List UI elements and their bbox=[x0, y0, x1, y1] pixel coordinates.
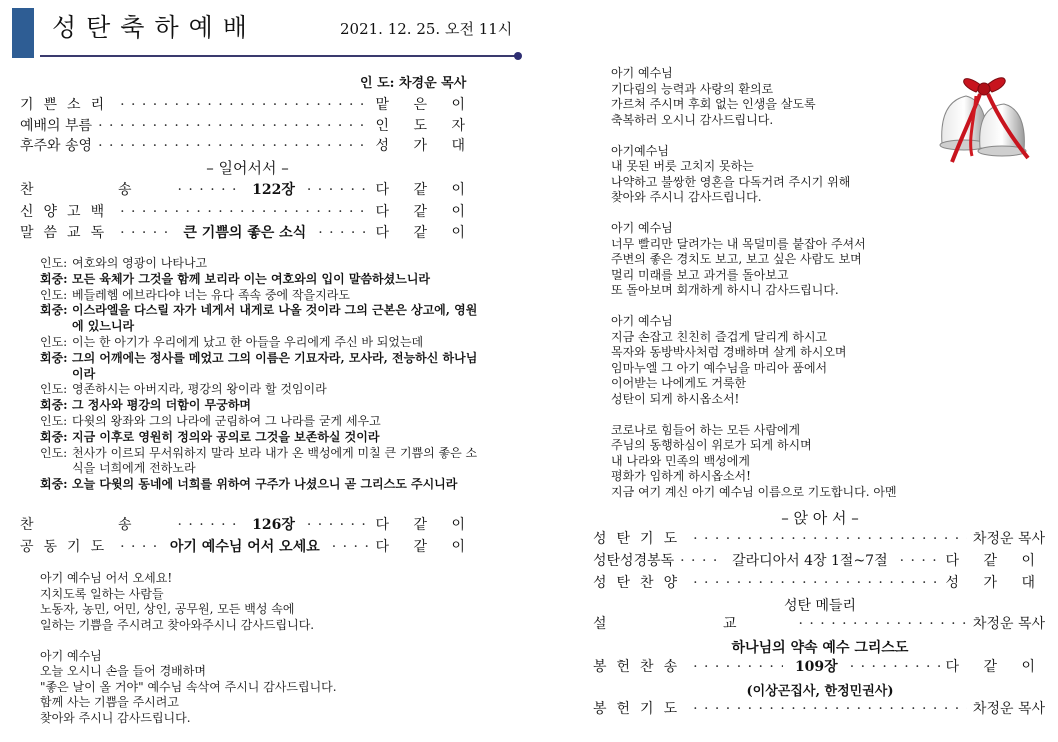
order-item bbox=[593, 700, 1045, 718]
reading-text: 지금 이후로 영원히 정의와 공의로 그것을 보존하실 것이라 bbox=[72, 429, 380, 444]
order-person: 다 같 이 bbox=[945, 659, 1045, 675]
poem-line: 아기예수님 bbox=[611, 143, 669, 158]
order-item bbox=[593, 552, 1045, 570]
leader-dots bbox=[332, 538, 370, 556]
poem-line: 지금 손잡고 친친히 즐겁게 달리게 하시고 bbox=[611, 329, 828, 344]
sermon-title: 하나님의 약속 예수 그리스도 bbox=[731, 640, 909, 656]
order-person: 다 같 이 bbox=[375, 517, 476, 533]
prayer-line: 노동자, 농민, 어민, 상인, 공무원, 모든 백성 속에 bbox=[40, 602, 295, 616]
reading-line bbox=[40, 398, 480, 414]
leader-line: 인 도: 차경운 목사 bbox=[360, 76, 467, 91]
leader-dots bbox=[307, 181, 370, 199]
anthem-title: 성탄 메들리 bbox=[783, 598, 857, 614]
order-item bbox=[20, 181, 475, 199]
reading-line bbox=[40, 335, 480, 351]
reading-text: 영존하시는 아버지라, 평강의 왕이라 할 것임이라 bbox=[72, 382, 327, 397]
poem-line: 성탄이 되게 하시옵소서! bbox=[611, 391, 740, 406]
hymn-number: 122장 bbox=[252, 182, 295, 198]
offering-note: (이상곤집사, 한정민권사) bbox=[746, 684, 894, 699]
order-label: 신양고백 bbox=[20, 204, 115, 220]
page-title: 성탄축하예배 bbox=[52, 13, 257, 42]
prayer-line: 아기 예수님 어서 오세요! bbox=[40, 571, 173, 585]
title-accent-bar bbox=[12, 8, 34, 58]
poem-line: 축복하러 오시니 감사드립니다. bbox=[611, 112, 774, 127]
order-person: 다 같 이 bbox=[375, 225, 476, 241]
reading-speaker: 인도: bbox=[40, 256, 68, 270]
order-person: 맡 은 이 bbox=[375, 97, 475, 113]
poem-line: 기다림의 능력과 사랑의 환의로 bbox=[611, 81, 774, 96]
order-item bbox=[20, 538, 475, 556]
poem-line bbox=[611, 407, 897, 423]
reading-text: 베들레헴 에브라다야 너는 유다 족속 중에 작을지라도 bbox=[72, 287, 350, 302]
order-person: 차정운 목사 bbox=[972, 531, 1045, 547]
reading-line bbox=[40, 382, 480, 398]
order-label: 성탄찬양 bbox=[593, 575, 688, 591]
poem-line: 또 돌아보며 회개하게 하시니 감사드립니다. bbox=[611, 283, 839, 297]
reading-speaker: 회중: bbox=[40, 350, 68, 365]
poem-line: 주님의 동행하심이 위로가 되게 하시며 bbox=[611, 438, 812, 452]
header-rule bbox=[40, 55, 516, 57]
order-label: 공동기도 bbox=[20, 539, 115, 555]
leader-dots bbox=[98, 117, 369, 135]
prayer-title: 아기 예수님 어서 오세요 bbox=[169, 539, 320, 555]
poem-line bbox=[611, 299, 897, 315]
poem-line: 나약하고 불쌍한 영혼을 다독거려 주시기 위해 bbox=[611, 174, 851, 189]
reading-line bbox=[40, 477, 480, 493]
reading-line bbox=[40, 430, 480, 446]
order-label: 성탄기도 bbox=[593, 531, 688, 547]
leader-dots bbox=[850, 658, 940, 676]
order-label: 기쁜소리 bbox=[20, 97, 115, 113]
order-person: 인 도 자 bbox=[375, 118, 475, 134]
poem-line: 아기 예수님 bbox=[611, 66, 673, 80]
prayer-line: 함께 사는 기쁨을 주시려고 bbox=[40, 695, 179, 709]
sitting-heading: – 앉 아 서 – bbox=[781, 509, 859, 527]
order-item bbox=[593, 615, 1045, 633]
leader-dots bbox=[178, 516, 241, 534]
reading-line bbox=[40, 288, 480, 304]
poem-line: 이어받는 나에게도 거룩한 bbox=[611, 376, 747, 390]
leader-dots bbox=[98, 137, 369, 155]
prayer-line bbox=[40, 633, 337, 649]
order-item bbox=[593, 658, 1045, 676]
order-item bbox=[593, 574, 1045, 592]
prayer-line: "좋은 날이 올 거야" 예수님 속삭여 주시니 감사드립니다. bbox=[40, 679, 337, 694]
order-person: 다 같 이 bbox=[375, 182, 476, 198]
order-label: 봉헌기도 bbox=[593, 701, 688, 717]
reading-line bbox=[40, 351, 480, 383]
order-person: 차정운 목사 bbox=[972, 701, 1045, 717]
reading-line bbox=[40, 446, 480, 478]
reading-speaker: 인도: bbox=[40, 413, 68, 428]
poem-line bbox=[611, 206, 897, 222]
leader-dots bbox=[318, 224, 369, 242]
poem-line bbox=[611, 128, 897, 144]
reading-line bbox=[40, 272, 480, 288]
reading-speaker: 인도: bbox=[40, 445, 68, 460]
prayer-poem bbox=[611, 66, 897, 500]
poem-line: 내 나라와 민족의 백성에게 bbox=[611, 453, 750, 468]
poem-line: 임마누엘 그 아기 예수님을 마리아 품에서 bbox=[611, 360, 828, 375]
poem-line: 아기 예수님 bbox=[611, 221, 673, 235]
reading-speaker: 회중: bbox=[40, 429, 68, 444]
poem-line: 가르쳐 주시며 후회 없는 인생을 살도록 bbox=[611, 97, 816, 111]
poem-line: 목자와 동방박사처럼 경배하며 살게 하시오며 bbox=[611, 345, 847, 359]
poem-line: 멀리 미래를 보고 과거를 돌아보고 bbox=[611, 267, 789, 282]
prayer-line: 지치도록 일하는 사람들 bbox=[40, 586, 164, 601]
order-person: 차정운 목사 bbox=[972, 616, 1045, 632]
standing-heading: – 일어서서 – bbox=[206, 159, 289, 177]
poem-line: 주변의 좋은 경치도 보고, 보고 싶은 사람도 보며 bbox=[611, 252, 862, 266]
reading-line bbox=[40, 414, 480, 430]
order-label: 예배의 부름 bbox=[20, 118, 93, 134]
reading-speaker: 인도: bbox=[40, 287, 68, 302]
order-person: 성 가 대 bbox=[375, 138, 475, 154]
poem-line: 내 못된 버릇 고치지 못하는 bbox=[611, 159, 754, 173]
poem-line: 코로나로 힘들어 하는 모든 사람에게 bbox=[611, 422, 801, 437]
order-label: 봉헌찬송 bbox=[593, 659, 688, 675]
prayer-line: 찾아와 주시니 감사드립니다. bbox=[40, 710, 191, 725]
header-rule-dot bbox=[514, 52, 522, 60]
leader-dots bbox=[120, 203, 369, 221]
responsive-reading bbox=[40, 256, 480, 493]
order-item bbox=[20, 224, 475, 242]
order-person: 성 가 대 bbox=[945, 575, 1045, 591]
leader-dots bbox=[178, 181, 241, 199]
reading-text: 여호와의 영광이 나타나고 bbox=[72, 256, 208, 270]
reading-speaker: 회중: bbox=[40, 271, 68, 286]
reading-text: 모든 육체가 그것을 함께 보리라 이는 여호와의 입이 말씀하셨느니라 bbox=[72, 271, 431, 286]
order-person: 다 같 이 bbox=[945, 553, 1045, 569]
order-item bbox=[20, 203, 475, 221]
order-label: 찬 송 bbox=[20, 517, 172, 533]
scripture-reference: 갈라디아서 4장 1절~7절 bbox=[732, 553, 888, 569]
leader-dots bbox=[693, 658, 783, 676]
order-item bbox=[20, 96, 475, 114]
leader-dots bbox=[120, 224, 171, 242]
poem-line: 평화가 임하게 하시옵소서! bbox=[611, 469, 751, 483]
leader-dots bbox=[120, 96, 369, 114]
hymn-number: 126장 bbox=[252, 517, 295, 533]
leader-dots bbox=[799, 615, 967, 633]
order-label: 설 교 bbox=[593, 616, 793, 632]
order-label: 말씀교독 bbox=[20, 225, 115, 241]
order-label: 후주와 송영 bbox=[20, 138, 93, 154]
reading-speaker: 인도: bbox=[40, 334, 68, 349]
order-item bbox=[593, 530, 1045, 548]
leader-dots bbox=[680, 552, 720, 570]
christmas-bells-icon bbox=[922, 66, 1036, 172]
reading-text: 오늘 다윗의 동네에 너희를 위하여 구주가 나셨으니 곧 그리스도 주시니라 bbox=[72, 477, 458, 492]
leader-dots bbox=[693, 574, 939, 592]
leader-dots bbox=[900, 552, 940, 570]
reading-speaker: 회중: bbox=[40, 398, 68, 413]
reading-text: 이는 한 아기가 우리에게 났고 한 아들을 우리에게 주신 바 되었는데 bbox=[72, 334, 424, 349]
leader-dots bbox=[693, 530, 967, 548]
poem-line: 아기 예수님 bbox=[611, 314, 673, 328]
order-item bbox=[20, 117, 475, 135]
reading-text: 그 정사와 평강의 더함이 무궁하며 bbox=[72, 398, 252, 413]
prayer-line: 일하는 기쁨을 주시려고 찾아와주시니 감사드립니다. bbox=[40, 617, 315, 632]
reading-text: 그의 어깨에는 정사를 메었고 그의 이름은 기묘자라, 모사라, 전능하신 하나님이라 bbox=[72, 350, 478, 381]
poem-line: 찾아와 주시니 감사드립니다. bbox=[611, 190, 762, 204]
reading-speaker: 인도: bbox=[40, 382, 68, 397]
reading-text: 다윗의 왕좌와 그의 나라에 군림하여 그 나라를 굳게 세우고 bbox=[72, 413, 381, 428]
hymn-number: 109장 bbox=[794, 659, 838, 675]
order-item bbox=[20, 516, 475, 534]
leader-dots bbox=[307, 516, 370, 534]
order-item bbox=[20, 137, 475, 155]
order-person: 다 같 이 bbox=[375, 539, 475, 555]
service-date: 2021. 12. 25. 오전 11시 bbox=[340, 20, 513, 38]
leader-dots bbox=[693, 700, 967, 718]
order-label: 찬 송 bbox=[20, 182, 172, 198]
reading-line bbox=[40, 256, 480, 272]
reading-text: 천사가 이르되 무서워하지 말라 보라 내가 온 백성에게 미칠 큰 기쁨의 좋은 소식을 너희에게 전하노라 bbox=[72, 445, 478, 476]
reading-line bbox=[40, 303, 480, 335]
poem-line: 지금 여기 계신 아기 예수님 이름으로 기도합니다. 아멘 bbox=[611, 484, 897, 499]
reading-text: 이스라엘을 다스릴 자가 네게서 내게로 나올 것이라 그의 근본은 상고에, 영원에 있느니라 bbox=[72, 303, 478, 334]
common-prayer-text bbox=[40, 571, 337, 726]
order-person: 다 같 이 bbox=[375, 204, 475, 220]
reading-title: 큰 기쁨의 좋은 소식 bbox=[183, 225, 307, 241]
reading-speaker: 회중: bbox=[40, 477, 68, 492]
reading-speaker: 회중: bbox=[40, 303, 68, 318]
prayer-line: 오늘 오시니 손을 들어 경배하며 bbox=[40, 664, 206, 678]
poem-line: 너무 빨리만 달려가는 내 목덜미를 붙잡아 주셔서 bbox=[611, 236, 866, 251]
prayer-line: 아기 예수님 bbox=[40, 648, 102, 663]
leader-dots bbox=[120, 538, 158, 556]
order-label: 성탄성경봉독 bbox=[593, 553, 675, 569]
